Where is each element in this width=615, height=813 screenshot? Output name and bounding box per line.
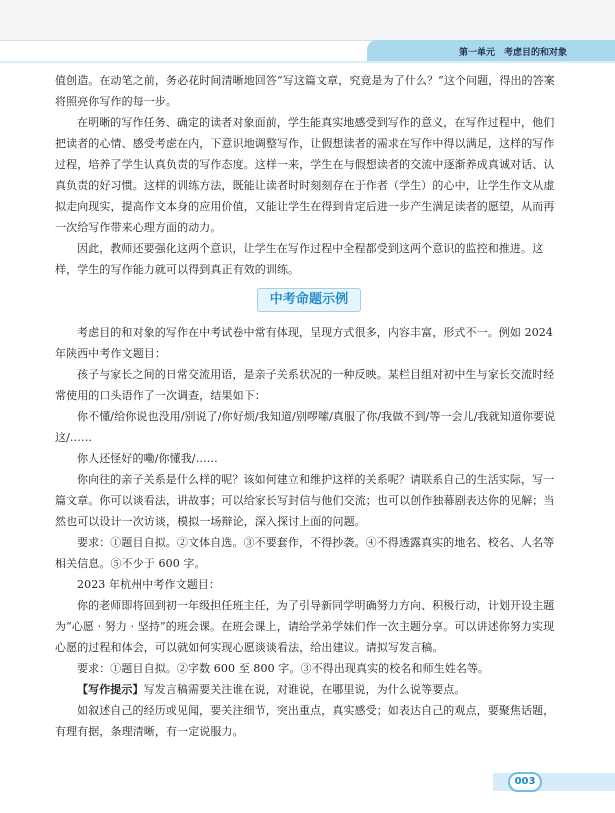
hint-label: 【写作提示】 <box>77 683 144 696</box>
unit-title: 第一单元 考虑目的和对象 <box>459 47 568 58</box>
survey-phrases: 你人还怪好的嘞/你懂我/…… <box>77 452 218 465</box>
section-heading-wrap <box>55 288 563 312</box>
unit-header <box>367 40 615 62</box>
paragraph: 值创造。在动笔之前，务必花时间清晰地回答“写这篇文章，究竟是为了什么？”这个问题，得出的答案将照亮你写作的每一步。 <box>55 74 555 108</box>
top-bar <box>0 0 615 41</box>
page-body <box>55 70 563 742</box>
paragraph: 因此，教师还要强化这两个意识，让学生在写作过程中全程都受到这两个意识的监控和推进。这样，学生的写作能力就可以得到真正有效的训练。 <box>55 242 544 276</box>
paragraph: 孩子与家长之间的日常交流用语，是亲子关系状况的一种反映。某栏目组对初中生与家长交流时经常使用的口头语作了一次调查，结果如下： <box>55 368 555 402</box>
paragraph: 你的老师即将回到初一年级担任班主任，为了引导新同学明确努力方向、积极行动，计划开设主题为“心愿 · 努力 · 坚持”的班会课。在班会课上，请给学弟学妹们作一次主题分享。可以讲述你努力实现心愿的过程和体会，可以就如何实现心愿谈谈看法，给出建议。请拟写发言稿。 <box>55 599 555 654</box>
writing-hint <box>55 679 563 700</box>
requirements: 要求：①题目自拟。②文体自选。③不要套作，不得抄袭。④不得透露真实的地名、校名、人名等相关信息。⑤不少于 600 字。 <box>55 536 555 570</box>
exam-label: 2023 年杭州中考作文题目： <box>77 578 220 591</box>
paragraph: 你向往的亲子关系是什么样的呢？该如何建立和维护这样的关系呢？请联系自己的生活实际，写一篇文章。你可以谈看法，讲故事；可以给家长写封信与他们交流；也可以创作独幕剧表达你的见解；当然也可以设计一次访谈，模拟一场辩论，深入探讨上面的问题。 <box>55 473 555 528</box>
survey-phrases: 你不懂/给你说也没用/别说了/你好烦/我知道/别啰嗦/真服了你/我做不到/等一会儿/我就知道你要说这/…… <box>55 410 556 444</box>
paragraph: 考虑目的和对象的写作在中考试卷中常有体现，呈现方式很多，内容丰富，形式不一。例如 2024 年陕西中考作文题目： <box>55 326 553 360</box>
hint-text: 写发言稿需要关注谁在说，对谁说，在哪里说，为什么说等要点。 <box>143 683 466 696</box>
page-number: 003 <box>508 772 542 792</box>
section-title: 中考命题示例 <box>257 288 362 312</box>
requirements: 要求：①题目自拟。②字数 600 至 800 字。③不得出现真实的校名和师生姓名等。 <box>77 662 490 675</box>
header-divider <box>0 61 615 63</box>
paragraph: 如叙述自己的经历或见闻，要关注细节，突出重点，真实感受；如表达自己的观点，要聚焦话题，有理有据，条理清晰，有一定说服力。 <box>55 704 555 738</box>
paragraph: 在明晰的写作任务、确定的读者对象面前，学生能真实地感受到写作的意义，在写作过程中，他们把读者的心情、感受考虑在内，下意识地调整写作，让假想读者的需求在写作中得以满足，这样的写作过程，培养了学生认真负责的写作态度。这样一来，学生在与假想读者的交流中逐渐养成真诚对话、认真负责的好习惯。这样的训练方法，既能让读者时时刻刻存在于作者（学生）的心中，让学生作文从虚拟走向现实，提高作文本身的应用价值，又能让学生在得到肯定后进一步产生满足读者的愿望，从而再一次给写作带来心理方面的动力。 <box>55 116 555 234</box>
